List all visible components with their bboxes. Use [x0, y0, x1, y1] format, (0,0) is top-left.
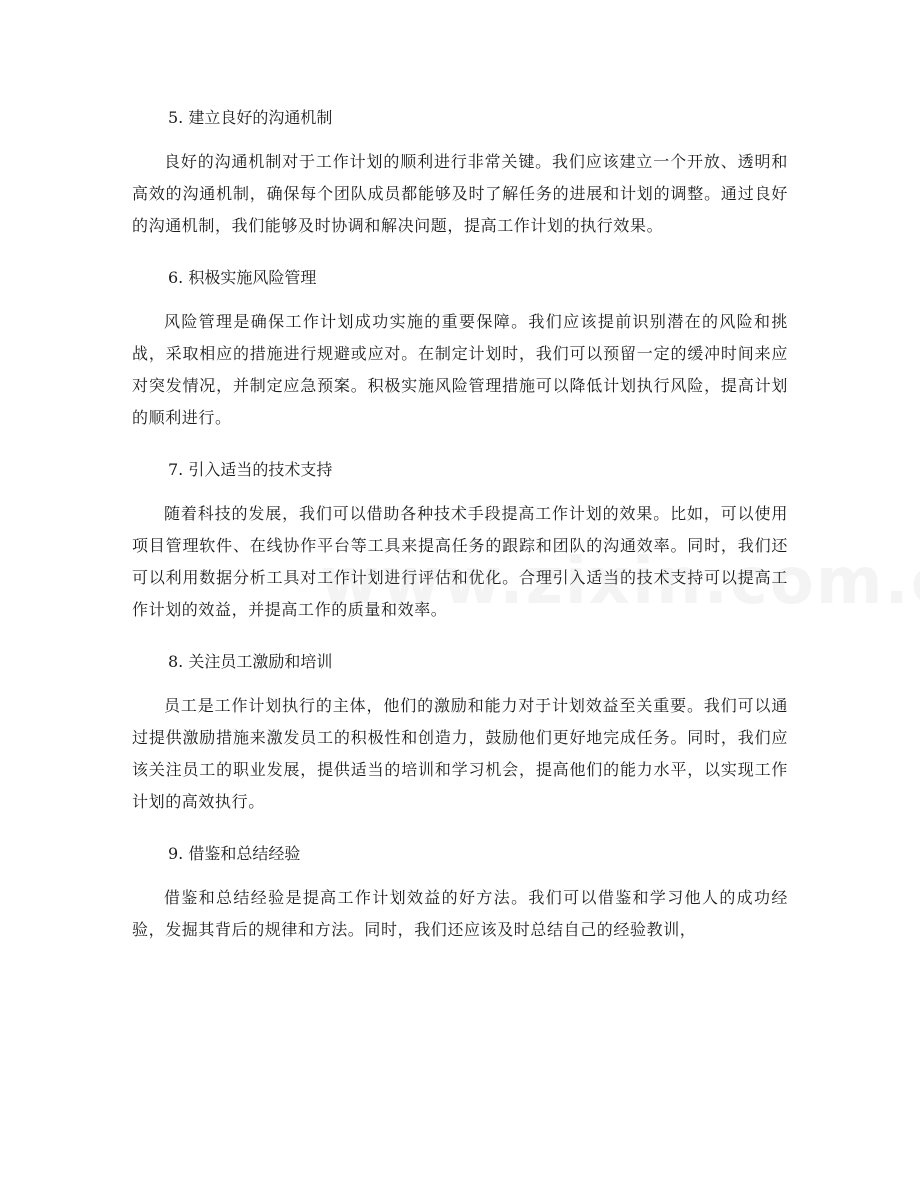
section-paragraph: 员工是工作计划执行的主体，他们的激励和能力对于计划效益至关重要。我们可以通过提供激励措施来激发员工的积极性和创造力，鼓励他们更好地完成任务。同时，我们应该关注员工的职业发展，提供适当的培训和学习机会，提高他们的能力水平，以实现工作计划的高效执行。: [132, 696, 788, 811]
section-7: [132, 452, 788, 626]
section-6: [132, 260, 788, 434]
section-paragraph: 借鉴和总结经验是提高工作计划效益的好方法。我们可以借鉴和学习他人的成功经验，发掘其背后的规律和方法。同时，我们还应该及时总结自己的经验教训，: [132, 888, 788, 939]
section-9: [132, 836, 788, 946]
document-body: [132, 100, 788, 964]
section-heading: 9. 借鉴和总结经验: [168, 844, 301, 863]
section-5: [132, 100, 788, 242]
section-paragraph: 风险管理是确保工作计划成功实施的重要保障。我们应该提前识别潜在的风险和挑战，采取相应的措施进行规避或应对。在制定计划时，我们可以预留一定的缓冲时间来应对突发情况，并制定应急预案。积极实施风险管理措施可以降低计划执行风险，提高计划的顺利进行。: [132, 312, 788, 427]
section-heading: 7. 引入适当的技术支持: [168, 460, 333, 479]
section-heading: 8. 关注员工激励和培训: [168, 652, 333, 671]
section-heading: 5. 建立良好的沟通机制: [168, 108, 333, 127]
section-paragraph: 随着科技的发展，我们可以借助各种技术手段提高工作计划的效果。比如，可以使用项目管理软件、在线协作平台等工具来提高任务的跟踪和团队的沟通效率。同时，我们还可以利用数据分析工具对工作计划进行评估和优化。合理引入适当的技术支持可以提高工作计划的效益，并提高工作的质量和效率。: [132, 504, 788, 619]
section-8: [132, 644, 788, 818]
section-heading: 6. 积极实施风险管理: [168, 268, 317, 287]
section-paragraph: 良好的沟通机制对于工作计划的顺利进行非常关键。我们应该建立一个开放、透明和高效的沟通机制，确保每个团队成员都能够及时了解任务的进展和计划的调整。通过良好的沟通机制，我们能够及时协调和解决问题，提高工作计划的执行效果。: [132, 152, 788, 235]
